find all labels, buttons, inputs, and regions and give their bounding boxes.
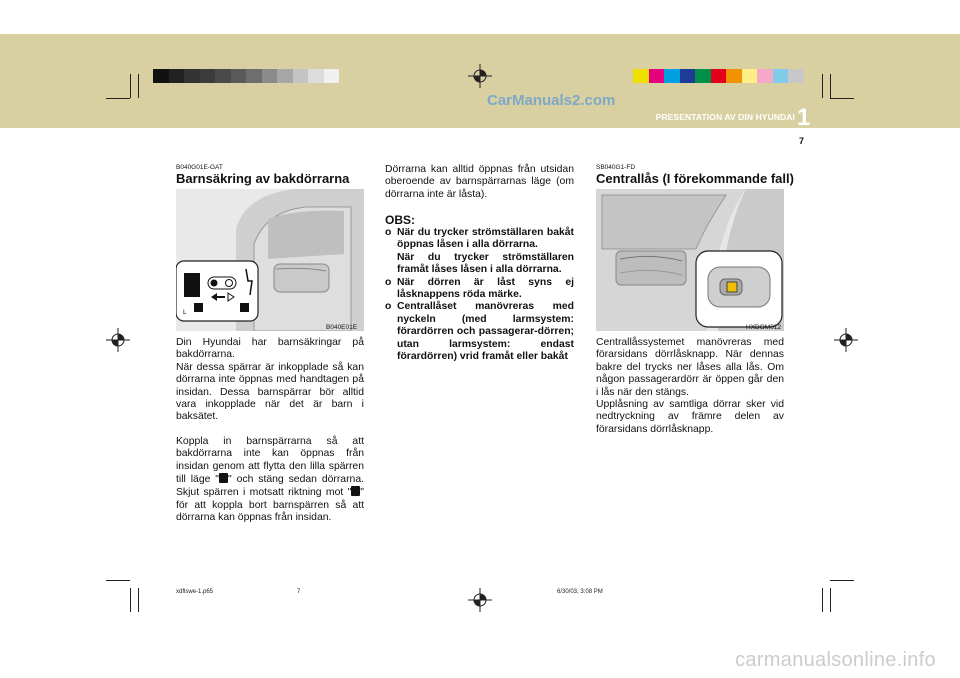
registration-target-icon <box>834 328 858 352</box>
right-body <box>596 337 784 436</box>
paragraph-part: " för att koppla bort barnspärren så att dörrarna kan öppnas från insidan. <box>176 487 364 524</box>
color-swatch <box>246 69 262 83</box>
registration-target-icon <box>468 64 492 88</box>
color-swatch <box>664 69 680 83</box>
bullet <box>385 252 397 277</box>
color-swatch <box>742 69 758 83</box>
crop-mark <box>830 588 831 612</box>
color-swatch <box>324 69 340 83</box>
page-tab <box>766 132 846 150</box>
color-swatch <box>184 69 200 83</box>
crop-mark <box>830 74 831 98</box>
section-heading: Barnsäkring av bakdörrarna <box>176 171 350 186</box>
crop-mark <box>130 74 131 98</box>
color-swatch <box>153 69 169 83</box>
crop-mark <box>106 580 130 581</box>
color-swatch <box>757 69 773 83</box>
registration-target-icon <box>106 328 130 352</box>
color-swatch <box>726 69 742 83</box>
paragraph-part: Koppla in barnspärrarna så att bakdörrarna inte kan öppnas från insidan genom att flytta den lilla spärren till läge " <box>176 435 364 486</box>
footer-datetime: 6/30/03, 3:08 PM <box>557 589 603 595</box>
section-code: SB040G1-FD <box>596 164 636 171</box>
paragraph: När dessa spärrar är inkopplade så kan dörrarna inte öppnas med handtagen på insidan. Dessa barnspärrar bör alltid vara inkopplade när det är barn i baksätet. <box>176 361 364 423</box>
list-item-text: Centrallåset manövreras med nyckeln (med larmsystem: förardörren och passagerar-dörren; utan larmsystem: endast förardörren) vrid framåt eller bakåt <box>397 301 574 363</box>
crop-mark <box>830 580 854 581</box>
paragraph: Centrallåssystemet manövreras med förarsidans dörrlåsknapp. När dennas bakre del trycks ner låses alla lås. Om någon passagerardörr är öppen går den i lås när den stängs. <box>596 337 784 398</box>
color-swatch <box>649 69 665 83</box>
color-swatch <box>788 69 804 83</box>
color-swatch <box>695 69 711 83</box>
color-swatch <box>711 69 727 83</box>
page-number: 7 <box>799 136 805 146</box>
obs-heading: OBS: <box>385 213 415 227</box>
color-bar <box>633 69 804 83</box>
middle-intro: Dörrarna kan alltid öppnas från utsidan oberoende av barnspärrarnas läge (om dörrarna inte är låsta). <box>385 164 574 200</box>
unlock-icon <box>351 486 360 496</box>
section-code: B040G01E-GAT <box>176 164 223 171</box>
list-item-text: När du trycker strömställaren bakåt öppnas låsen i alla dörrarna. <box>397 227 574 251</box>
paragraph <box>176 436 364 525</box>
color-swatch <box>200 69 216 83</box>
color-swatch <box>169 69 185 83</box>
figure-label: HXDOM012 <box>746 324 782 331</box>
list-item <box>385 227 574 252</box>
color-swatch <box>231 69 247 83</box>
obs-list <box>385 227 574 363</box>
color-swatch <box>633 69 649 83</box>
list-item <box>385 301 574 363</box>
section-title: PRESENTATION AV DIN HYUNDAI <box>655 112 795 122</box>
list-item-text: När du trycker strömställaren framåt låses låsen i alla dörrarna. <box>397 251 574 276</box>
color-swatch <box>773 69 789 83</box>
list-item <box>385 277 574 302</box>
color-swatch <box>680 69 696 83</box>
paragraph: Din Hyundai har barnsäkringar på bakdörrarna. <box>176 337 364 361</box>
lock-icon <box>219 473 228 483</box>
crop-mark <box>106 98 130 99</box>
list-item-text: När dörren är låst syns ej låsknappens röda märke. <box>397 276 574 301</box>
crop-mark <box>822 588 823 612</box>
crop-mark <box>830 98 854 99</box>
list-item <box>385 252 574 277</box>
color-swatch <box>308 69 324 83</box>
color-swatch <box>293 69 309 83</box>
grayscale-bar <box>153 69 339 83</box>
figure-l-label: L <box>183 309 187 316</box>
crop-mark <box>138 588 139 612</box>
central-lock-figure <box>596 189 784 331</box>
section-heading: Centrallås (I förekommande fall) <box>596 171 794 186</box>
left-body <box>176 337 364 525</box>
paragraph-part: " och stäng sedan dörrarna. Skjut spärren i motsatt riktning mot " <box>176 474 364 499</box>
color-swatch <box>277 69 293 83</box>
crop-mark <box>130 588 131 612</box>
bullet: o <box>385 227 392 238</box>
bullet: o <box>385 301 392 313</box>
color-swatch <box>215 69 231 83</box>
footer-file: xdflswe-1.p65 <box>176 589 214 595</box>
footer-page: 7 <box>297 589 301 595</box>
color-swatch <box>262 69 278 83</box>
crop-mark <box>822 74 823 98</box>
child-lock-figure <box>176 189 364 331</box>
chapter-number: 1 <box>797 104 811 131</box>
figure-label: B040E01E <box>326 324 358 331</box>
bullet: o <box>385 276 392 288</box>
bottom-watermark: carmanualsonline.info <box>735 649 936 671</box>
watermark: CarManuals2.com <box>487 92 616 109</box>
registration-target-icon <box>468 588 492 612</box>
crop-mark <box>138 74 139 98</box>
paragraph: Upplåsning av samtliga dörrar sker vid nedtryckning av främre delen av förarsidans dörrlåsknapp. <box>596 399 784 435</box>
